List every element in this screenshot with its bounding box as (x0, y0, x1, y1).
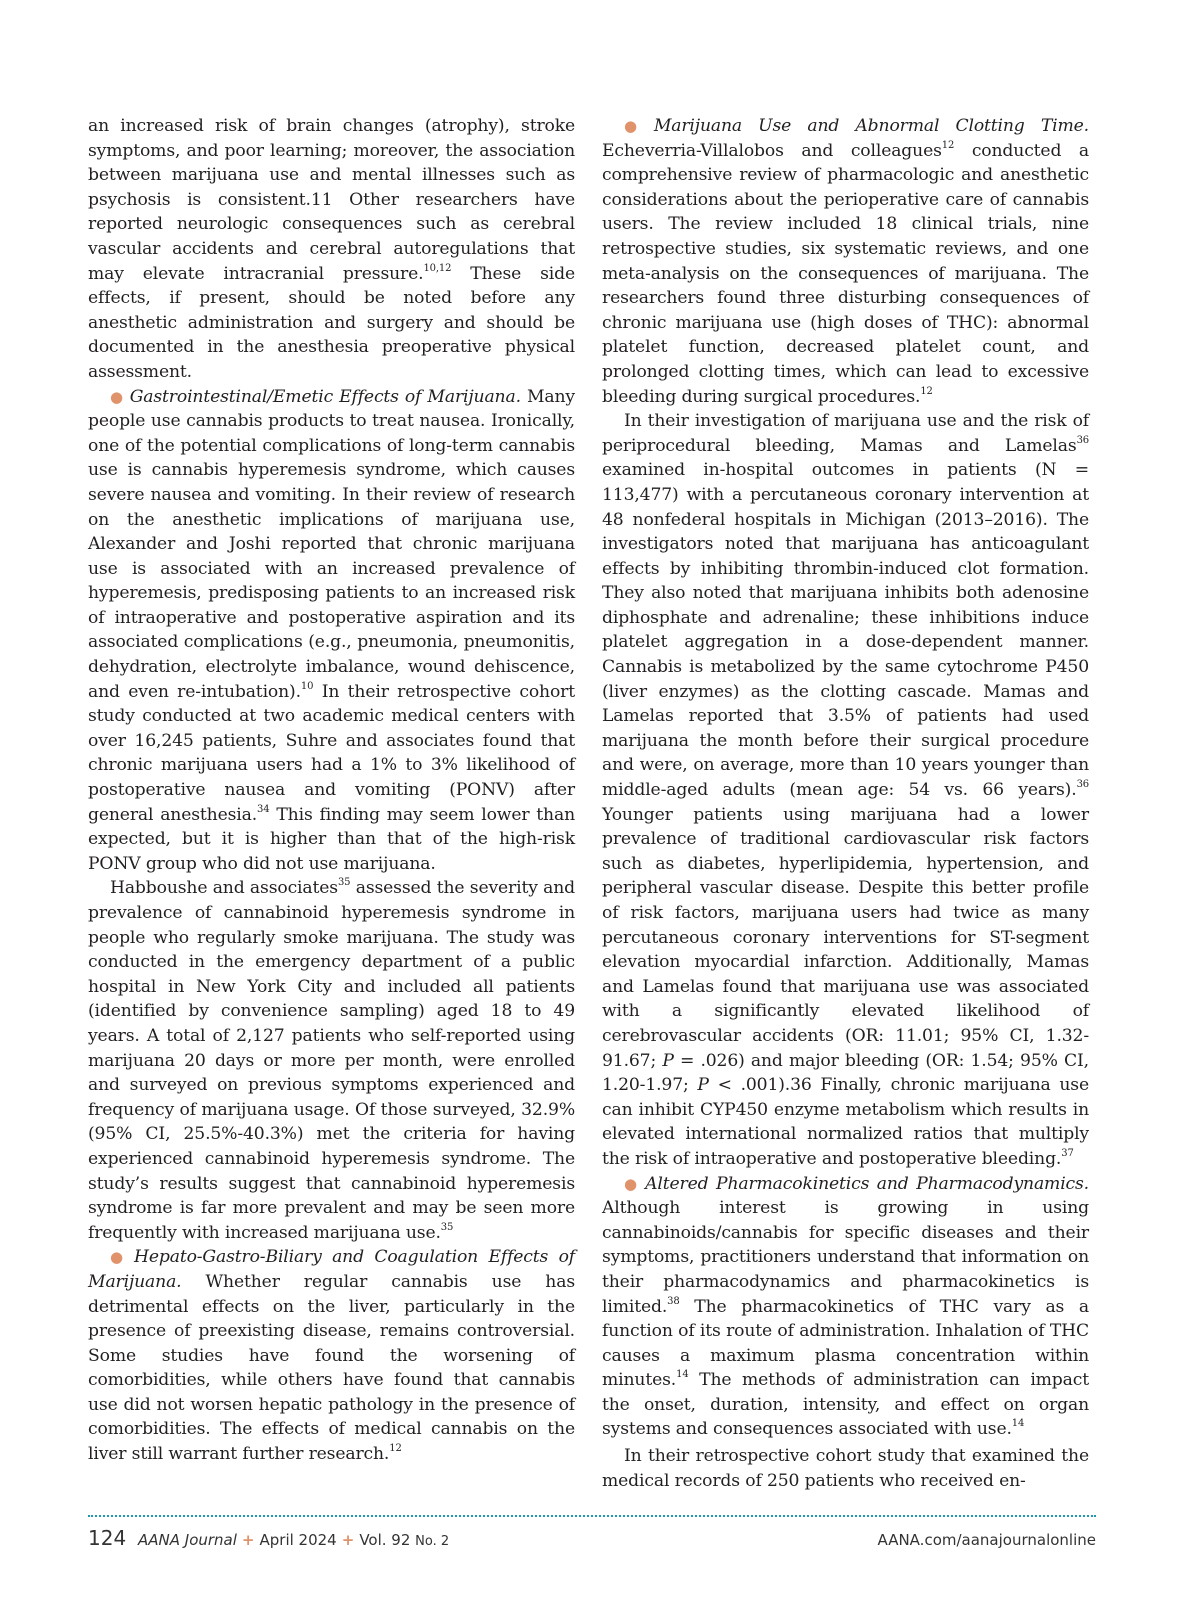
paragraph-text: Habboushe and associates (110, 878, 338, 899)
page-number: 124 (88, 1526, 127, 1550)
citation-ref: 36 (1076, 779, 1089, 791)
bullet-icon: ● (624, 1174, 640, 1193)
citation-ref: 12 (389, 1443, 402, 1455)
footer-divider (88, 1515, 1096, 1517)
paragraph-text: These side effects, if present, should be noted before any anesthetic administration and surgery and should be documented in the anesthesia preoperative physical assessment. (88, 263, 575, 382)
paragraph-text: examined in-hospital outcomes in patients (N = 113,477) with a percutaneous coronary intervention at 48 nonfederal hospitals in Michigan (2013–2016). The investigators noted that marijuana has anticoagulant effects by inhibiting thrombin-induced clot formation. They also noted that marijuana inhibits both adenosine diphosphate and adrenaline; these inhibitions induce platelet aggregation in a dose-dependent manner. Cannabis is metabolized by the same cytochrome P450 (liver enzymes) as the clotting cascade. Mamas and Lamelas reported that 3.5% of patients had used marijuana the month before their surgical procedure and were, on average, more than 10 years younger than middle-aged adults (mean age: 54 vs. 66 years). (602, 460, 1089, 801)
issue-number: No. 2 (415, 1534, 450, 1549)
paragraph-text: < .001).36 Finally, chronic marijuana use can inhibit CYP450 enzyme metabolism which results in elevated international normalized ratios that multiply the risk of intraoperative and postoperative bleeding. (602, 1075, 1089, 1169)
volume-number: Vol. 92 (359, 1531, 411, 1549)
paragraph-text: The pharmacokinetics of THC vary as a function of its route of administration. Inhalation of THC causes a maximum plasma concentration within minutes. (602, 1296, 1089, 1391)
subsection-heading: Altered Pharmacokinetics and Pharmacodynamics. (645, 1173, 1089, 1194)
paragraph-text: In their retrospective cohort study conducted at two academic medical centers with over 16,245 patients, Suhre and associates found that chronic marijuana users had a 1% to 3% likelihood of postoperative nausea and vomiting (PONV) after general anesthesia. (88, 681, 575, 825)
paragraph-habboushe (88, 876, 575, 1245)
paragraph-text: = .026) and major bleeding (OR: 1.54; 95% CI, 1.20-1.97; (602, 1050, 1089, 1096)
bullet-icon: ● (110, 387, 124, 406)
paragraph-text: Echeverria-Villalobos and colleagues (602, 140, 942, 161)
paragraph-text: conducted a comprehensive review of pharmacologic and anesthetic considerations about the perioperative care of cannabis users. The review included 18 clinical trials, nine retrospective studies, six systematic reviews, and one meta-analysis on the consequences of marijuana. The researchers found three disturbing consequences of chronic marijuana use (high doses of THC): abnormal platelet function, decreased platelet count, and prolonged clotting times, which can lead to excessive bleeding during surgical procedures. (602, 140, 1090, 407)
section-gastrointestinal (88, 385, 575, 877)
paragraph-text: an increased risk of brain changes (atrophy), stroke symptoms, and poor learning; moreover, the association between marijuana use and mental illnesses such as psychosis is consistent.11 Other researchers have reported neurologic consequences such as cerebral vascular accidents and cerebral autoregulations that may elevate intracranial pressure. (88, 116, 575, 284)
subsection-heading: Gastrointestinal/Emetic Effects of Marijuana. (129, 386, 521, 407)
citation-ref: 14 (676, 1369, 689, 1381)
p-value-symbol: P (697, 1075, 709, 1096)
left-column (88, 114, 575, 1467)
citation-ref: 12 (920, 385, 933, 397)
paragraph-text: In their retrospective cohort study that examined the medical records of 250 patients who received en- (602, 1446, 1089, 1491)
paragraph-text: assessed the severity and prevalence of cannabinoid hyperemesis syndrome in people who regularly smoke marijuana. The study was conducted in the emergency department of a public hospital in New York City and included all patients (identified by convenience sampling) aged 18 to 49 years. A total of 2,127 patients who self-reported using marijuana 20 days or more per month, were enrolled and surveyed on previous symptoms experienced and frequency of marijuana usage. Of those surveyed, 32.9% (95% CI, 25.5%-40.3%) met the criteria for having experienced cannabinoid hyperemesis syndrome. The study’s results suggest that cannabinoid hyperemesis syndrome is far more prevalent and may be seen more frequently with increased marijuana use. (88, 878, 575, 1243)
paragraph-text: Whether regular cannabis use has detrimental effects on the liver, particularly in the presence of preexisting disease, remains controversial. Some studies have found the worsening of comorbidities, while others have found that cannabis use did not worsen hepatic pathology in the presence of comorbidities. The effects of medical cannabis on the liver still warrant further research. (88, 1271, 575, 1465)
journal-name: AANA Journal (138, 1531, 237, 1549)
section-hepato (88, 1245, 575, 1466)
citation-ref: 37 (1061, 1147, 1074, 1159)
citation-ref: 10 (300, 680, 314, 692)
subsection-heading: Hepato-Gastro-Biliary and Coagulation Effects of Marijuana. (88, 1247, 575, 1292)
journal-url: AANA.com/aanajournalonline (877, 1531, 1096, 1549)
paragraph-text: In their investigation of marijuana use and the risk of periprocedural bleeding, Mamas and Lamelas (602, 411, 1089, 456)
citation-ref: 35 (440, 1221, 454, 1233)
citation-ref: 12 (941, 139, 955, 151)
paragraph-text: Although interest is growing in using cannabinoids/cannabis for specific diseases and their symptoms, practitioners understand that information on their pharmacodynamics and pharmacokinetics is limited. (602, 1198, 1089, 1317)
plus-separator-icon: + (241, 1531, 255, 1549)
subsection-heading: Marijuana Use and Abnormal Clotting Time. (653, 116, 1089, 136)
paragraph-text: This finding may seem lower than expected, but it is higher than that of the high-risk PONV group who did not use marijuana. (88, 804, 575, 874)
page-footer (88, 1526, 1096, 1556)
paragraph-retrospective (602, 1444, 1089, 1493)
citation-ref: 14 (1011, 1418, 1025, 1430)
bullet-icon: ● (110, 1248, 129, 1267)
section-pharmacokinetics (602, 1172, 1089, 1443)
journal-citation (138, 1531, 449, 1549)
right-column (602, 114, 1089, 1493)
citation-ref: 38 (667, 1295, 680, 1307)
citation-ref: 36 (1076, 434, 1089, 446)
paragraph-mamas-lamelas (602, 409, 1089, 1171)
p-value-symbol: P (662, 1050, 674, 1071)
paragraph-brain-effects (88, 114, 575, 385)
paragraph-text: Many people use cannabis products to treat nausea. Ironically, one of the potential complications of long-term cannabis use is cannabis hyperemesis syndrome, which causes severe nausea and vomiting. In their review of research on the anesthetic implications of marijuana use, Alexander and Joshi reported that chronic marijuana use is associated with an increased prevalence of hyperemesis, predisposing patients to an increased risk of intraoperative and postoperative aspiration and its associated complications (e.g., pneumonia, pneumonitis, dehydration, electrolyte imbalance, wound dehiscence, and even re-intubation). (88, 386, 575, 702)
plus-separator-icon: + (341, 1531, 355, 1549)
citation-ref: 34 (257, 803, 270, 815)
paragraph-text: The methods of administration can impact the onset, duration, intensity, and effect on organ systems and consequences associated with use. (602, 1370, 1089, 1440)
citation-ref: 35 (337, 877, 351, 889)
paragraph-text: Younger patients using marijuana had a lower prevalence of traditional cardiovascular risk factors such as diabetes, hyperlipidemia, hypertension, and peripheral vascular disease. Despite this better profile of risk factors, marijuana users had twice as many percutaneous coronary interventions for ST-segment elevation myocardial infarction. Additionally, Mamas and Lamelas found that marijuana use was associated with a significantly elevated likelihood of cerebrovascular accidents (OR: 11.01; 95% CI, 1.32-91.67; (602, 804, 1089, 1071)
issue-date: April 2024 (259, 1531, 337, 1549)
bullet-icon: ● (624, 117, 648, 135)
section-clotting (602, 114, 1089, 409)
citation-ref: 10,12 (423, 262, 452, 274)
